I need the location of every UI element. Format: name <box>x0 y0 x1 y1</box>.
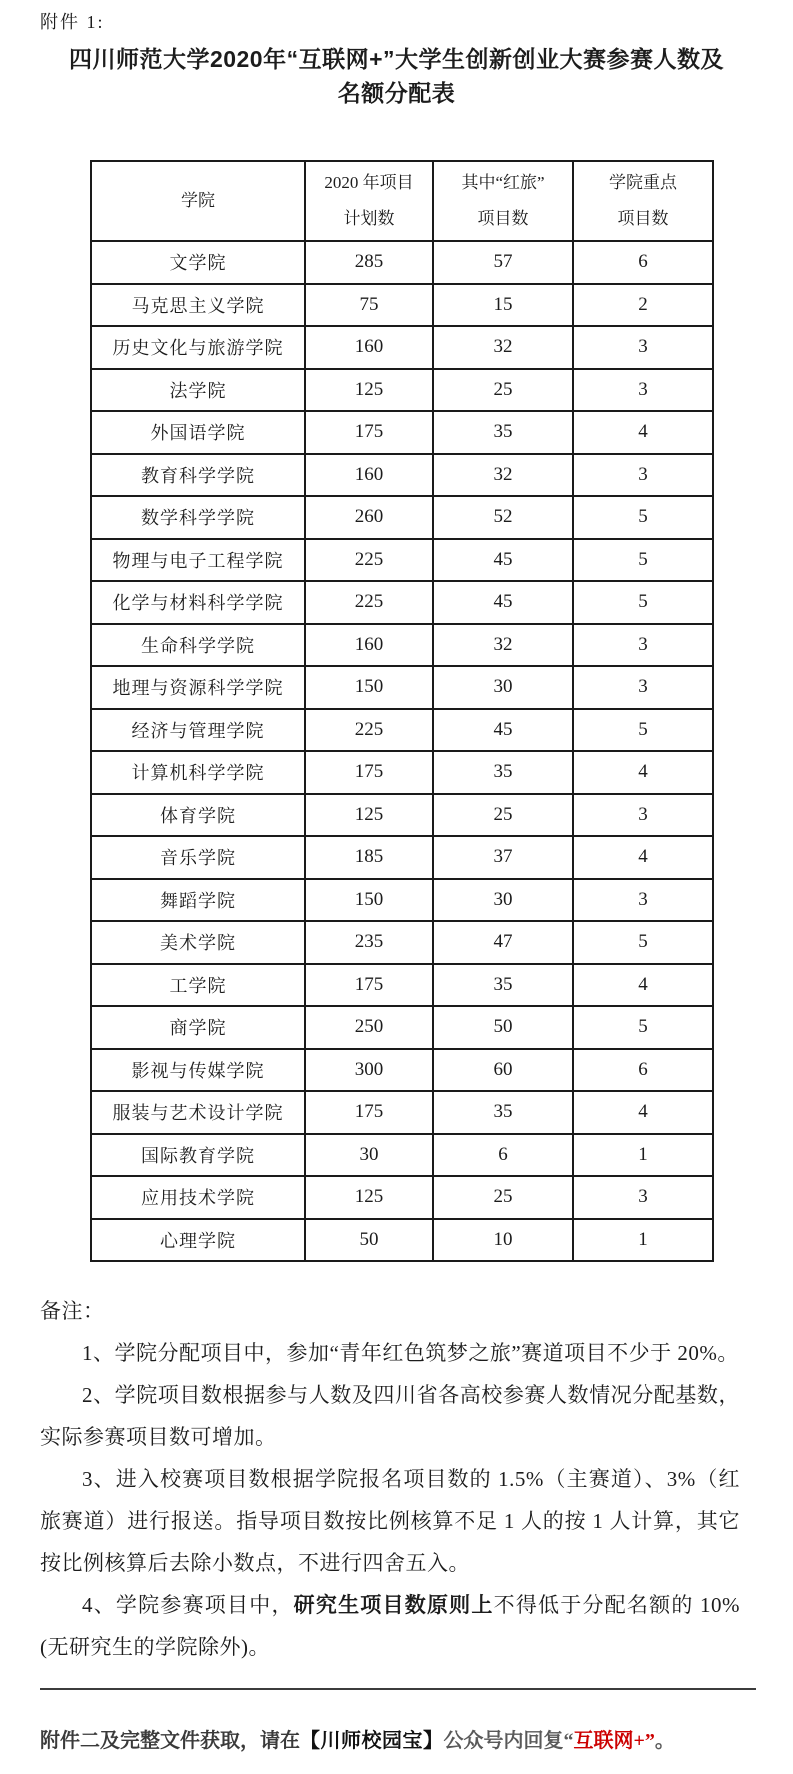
plan-cell: 150 <box>305 666 433 709</box>
key-cell: 5 <box>573 709 713 752</box>
honglv-cell: 35 <box>433 964 573 1007</box>
table-row <box>91 326 713 369</box>
table-row <box>91 1134 713 1177</box>
college-cell: 美术学院 <box>91 921 305 964</box>
college-cell: 教育科学学院 <box>91 454 305 497</box>
key-cell: 4 <box>573 964 713 1007</box>
college-cell: 化学与材料科学学院 <box>91 581 305 624</box>
table-row <box>91 964 713 1007</box>
honglv-cell: 45 <box>433 581 573 624</box>
plan-cell: 185 <box>305 836 433 879</box>
plan-cell: 30 <box>305 1134 433 1177</box>
key-cell: 1 <box>573 1219 713 1262</box>
note-4-bold-text: 研究生项目数原则上 <box>293 1593 494 1617</box>
table-row <box>91 581 713 624</box>
table-header-row <box>91 161 713 241</box>
honglv-cell: 10 <box>433 1219 573 1262</box>
plan-cell: 235 <box>305 921 433 964</box>
key-cell: 3 <box>573 454 713 497</box>
footer-text-end: 。 <box>654 1730 675 1752</box>
table-row <box>91 284 713 327</box>
plan-cell: 125 <box>305 369 433 412</box>
note-4-lead: 4、学院参赛项目中， <box>82 1593 294 1617</box>
header-college-label: 学院 <box>181 191 215 210</box>
college-cell: 舞蹈学院 <box>91 879 305 922</box>
plan-cell: 175 <box>305 1091 433 1134</box>
table-row <box>91 1176 713 1219</box>
table-row <box>91 496 713 539</box>
table-row <box>91 1219 713 1262</box>
table-row <box>91 454 713 497</box>
college-cell: 服装与艺术设计学院 <box>91 1091 305 1134</box>
honglv-cell: 30 <box>433 879 573 922</box>
table-row <box>91 836 713 879</box>
note-4-tail: 不得低于分配名额的 10%(无研究生的学院除外)。 <box>40 1593 741 1659</box>
honglv-cell: 32 <box>433 624 573 667</box>
plan-cell: 250 <box>305 1006 433 1049</box>
key-cell: 4 <box>573 411 713 454</box>
table-row <box>91 921 713 964</box>
note-item-2: 2、学院项目数根据参与人数及四川省各高校参赛人数情况分配基数，实际参赛项目数可增加。 <box>40 1383 740 1449</box>
key-cell: 5 <box>573 539 713 582</box>
honglv-cell: 37 <box>433 836 573 879</box>
title-line-1: 四川师范大学2020年“互联网+”大学生创新创业大赛参赛人数及 <box>68 46 725 72</box>
notes-label: 备注： <box>40 1299 105 1323</box>
footer-note <box>40 1726 793 1756</box>
key-cell: 3 <box>573 624 713 667</box>
college-cell: 影视与传媒学院 <box>91 1049 305 1092</box>
header-college <box>91 161 305 241</box>
plan-cell: 160 <box>305 624 433 667</box>
plan-cell: 225 <box>305 539 433 582</box>
honglv-cell: 25 <box>433 1176 573 1219</box>
table-row <box>91 1006 713 1049</box>
key-cell: 1 <box>573 1134 713 1177</box>
honglv-cell: 25 <box>433 794 573 837</box>
key-cell: 3 <box>573 794 713 837</box>
table-row <box>91 1049 713 1092</box>
note-item-3: 3、进入校赛项目数根据学院报名项目数的 1.5%（主赛道）、3%（红旅赛道）进行报送。指导项目数按比例核算不足 1 人的按 1 人计算，其它按比例核算后去除小数点，不进行四舍五入。 <box>40 1467 740 1575</box>
key-cell: 5 <box>573 1006 713 1049</box>
table-row <box>91 709 713 752</box>
plan-cell: 150 <box>305 879 433 922</box>
key-cell: 3 <box>573 1176 713 1219</box>
note-item-1: 1、学院分配项目中，参加“青年红色筑梦之旅”赛道项目不少于 20%。 <box>82 1341 739 1365</box>
plan-cell: 175 <box>305 411 433 454</box>
honglv-cell: 52 <box>433 496 573 539</box>
honglv-cell: 47 <box>433 921 573 964</box>
notes-section <box>40 1290 755 1668</box>
honglv-cell: 60 <box>433 1049 573 1092</box>
key-cell: 3 <box>573 666 713 709</box>
key-cell: 6 <box>573 241 713 284</box>
plan-cell: 175 <box>305 751 433 794</box>
table-row <box>91 666 713 709</box>
header-plan-count: 2020 年项目 计划数 <box>305 161 433 241</box>
table-row <box>91 539 713 582</box>
footer-text-mid: 公众号内回复“ <box>443 1730 574 1752</box>
college-cell: 音乐学院 <box>91 836 305 879</box>
honglv-cell: 57 <box>433 241 573 284</box>
table-row <box>91 879 713 922</box>
college-cell: 外国语学院 <box>91 411 305 454</box>
title-line-2: 名额分配表 <box>337 80 456 106</box>
college-cell: 文学院 <box>91 241 305 284</box>
honglv-cell: 50 <box>433 1006 573 1049</box>
table-row <box>91 411 713 454</box>
honglv-cell: 45 <box>433 709 573 752</box>
college-cell: 商学院 <box>91 1006 305 1049</box>
table-row <box>91 241 713 284</box>
honglv-cell: 6 <box>433 1134 573 1177</box>
plan-cell: 160 <box>305 454 433 497</box>
attachment-label: 附件 1: <box>40 12 105 32</box>
college-cell: 数学科学学院 <box>91 496 305 539</box>
honglv-cell: 15 <box>433 284 573 327</box>
key-cell: 3 <box>573 879 713 922</box>
college-cell: 应用技术学院 <box>91 1176 305 1219</box>
college-cell: 心理学院 <box>91 1219 305 1262</box>
official-account-name: 【川师校园宝】 <box>300 1730 444 1752</box>
honglv-cell: 30 <box>433 666 573 709</box>
college-cell: 法学院 <box>91 369 305 412</box>
note-item-4 <box>40 1584 740 1668</box>
footer-text-lead: 附件二及完整文件获取，请在 <box>40 1730 300 1752</box>
college-cell: 国际教育学院 <box>91 1134 305 1177</box>
college-cell: 历史文化与旅游学院 <box>91 326 305 369</box>
allocation-table <box>90 160 714 1262</box>
college-cell: 马克思主义学院 <box>91 284 305 327</box>
key-cell: 3 <box>573 326 713 369</box>
college-cell: 体育学院 <box>91 794 305 837</box>
table-row <box>91 369 713 412</box>
table-body <box>91 241 713 1261</box>
table-row <box>91 751 713 794</box>
college-cell: 生命科学学院 <box>91 624 305 667</box>
plan-cell: 75 <box>305 284 433 327</box>
key-cell: 3 <box>573 369 713 412</box>
college-cell: 物理与电子工程学院 <box>91 539 305 582</box>
plan-cell: 160 <box>305 326 433 369</box>
honglv-cell: 32 <box>433 326 573 369</box>
honglv-cell: 45 <box>433 539 573 582</box>
key-cell: 4 <box>573 836 713 879</box>
key-cell: 5 <box>573 581 713 624</box>
key-cell: 5 <box>573 496 713 539</box>
key-cell: 4 <box>573 1091 713 1134</box>
key-cell: 2 <box>573 284 713 327</box>
plan-cell: 300 <box>305 1049 433 1092</box>
plan-cell: 50 <box>305 1219 433 1262</box>
key-cell: 4 <box>573 751 713 794</box>
plan-cell: 125 <box>305 1176 433 1219</box>
document-title <box>24 42 769 110</box>
table-row <box>91 794 713 837</box>
plan-cell: 285 <box>305 241 433 284</box>
footer-divider <box>40 1688 756 1690</box>
honglv-cell: 35 <box>433 411 573 454</box>
honglv-cell: 35 <box>433 751 573 794</box>
plan-cell: 225 <box>305 581 433 624</box>
key-cell: 6 <box>573 1049 713 1092</box>
honglv-cell: 35 <box>433 1091 573 1134</box>
plan-cell: 125 <box>305 794 433 837</box>
reply-keyword: 互联网+” <box>573 1730 655 1752</box>
header-honglv-count: 其中“红旅” 项目数 <box>433 161 573 241</box>
key-cell: 5 <box>573 921 713 964</box>
college-cell: 计算机科学学院 <box>91 751 305 794</box>
college-cell: 工学院 <box>91 964 305 1007</box>
honglv-cell: 25 <box>433 369 573 412</box>
college-cell: 经济与管理学院 <box>91 709 305 752</box>
plan-cell: 260 <box>305 496 433 539</box>
table-row <box>91 1091 713 1134</box>
table-row <box>91 624 713 667</box>
plan-cell: 175 <box>305 964 433 1007</box>
honglv-cell: 32 <box>433 454 573 497</box>
college-cell: 地理与资源科学学院 <box>91 666 305 709</box>
header-key-count: 学院重点 项目数 <box>573 161 713 241</box>
plan-cell: 225 <box>305 709 433 752</box>
